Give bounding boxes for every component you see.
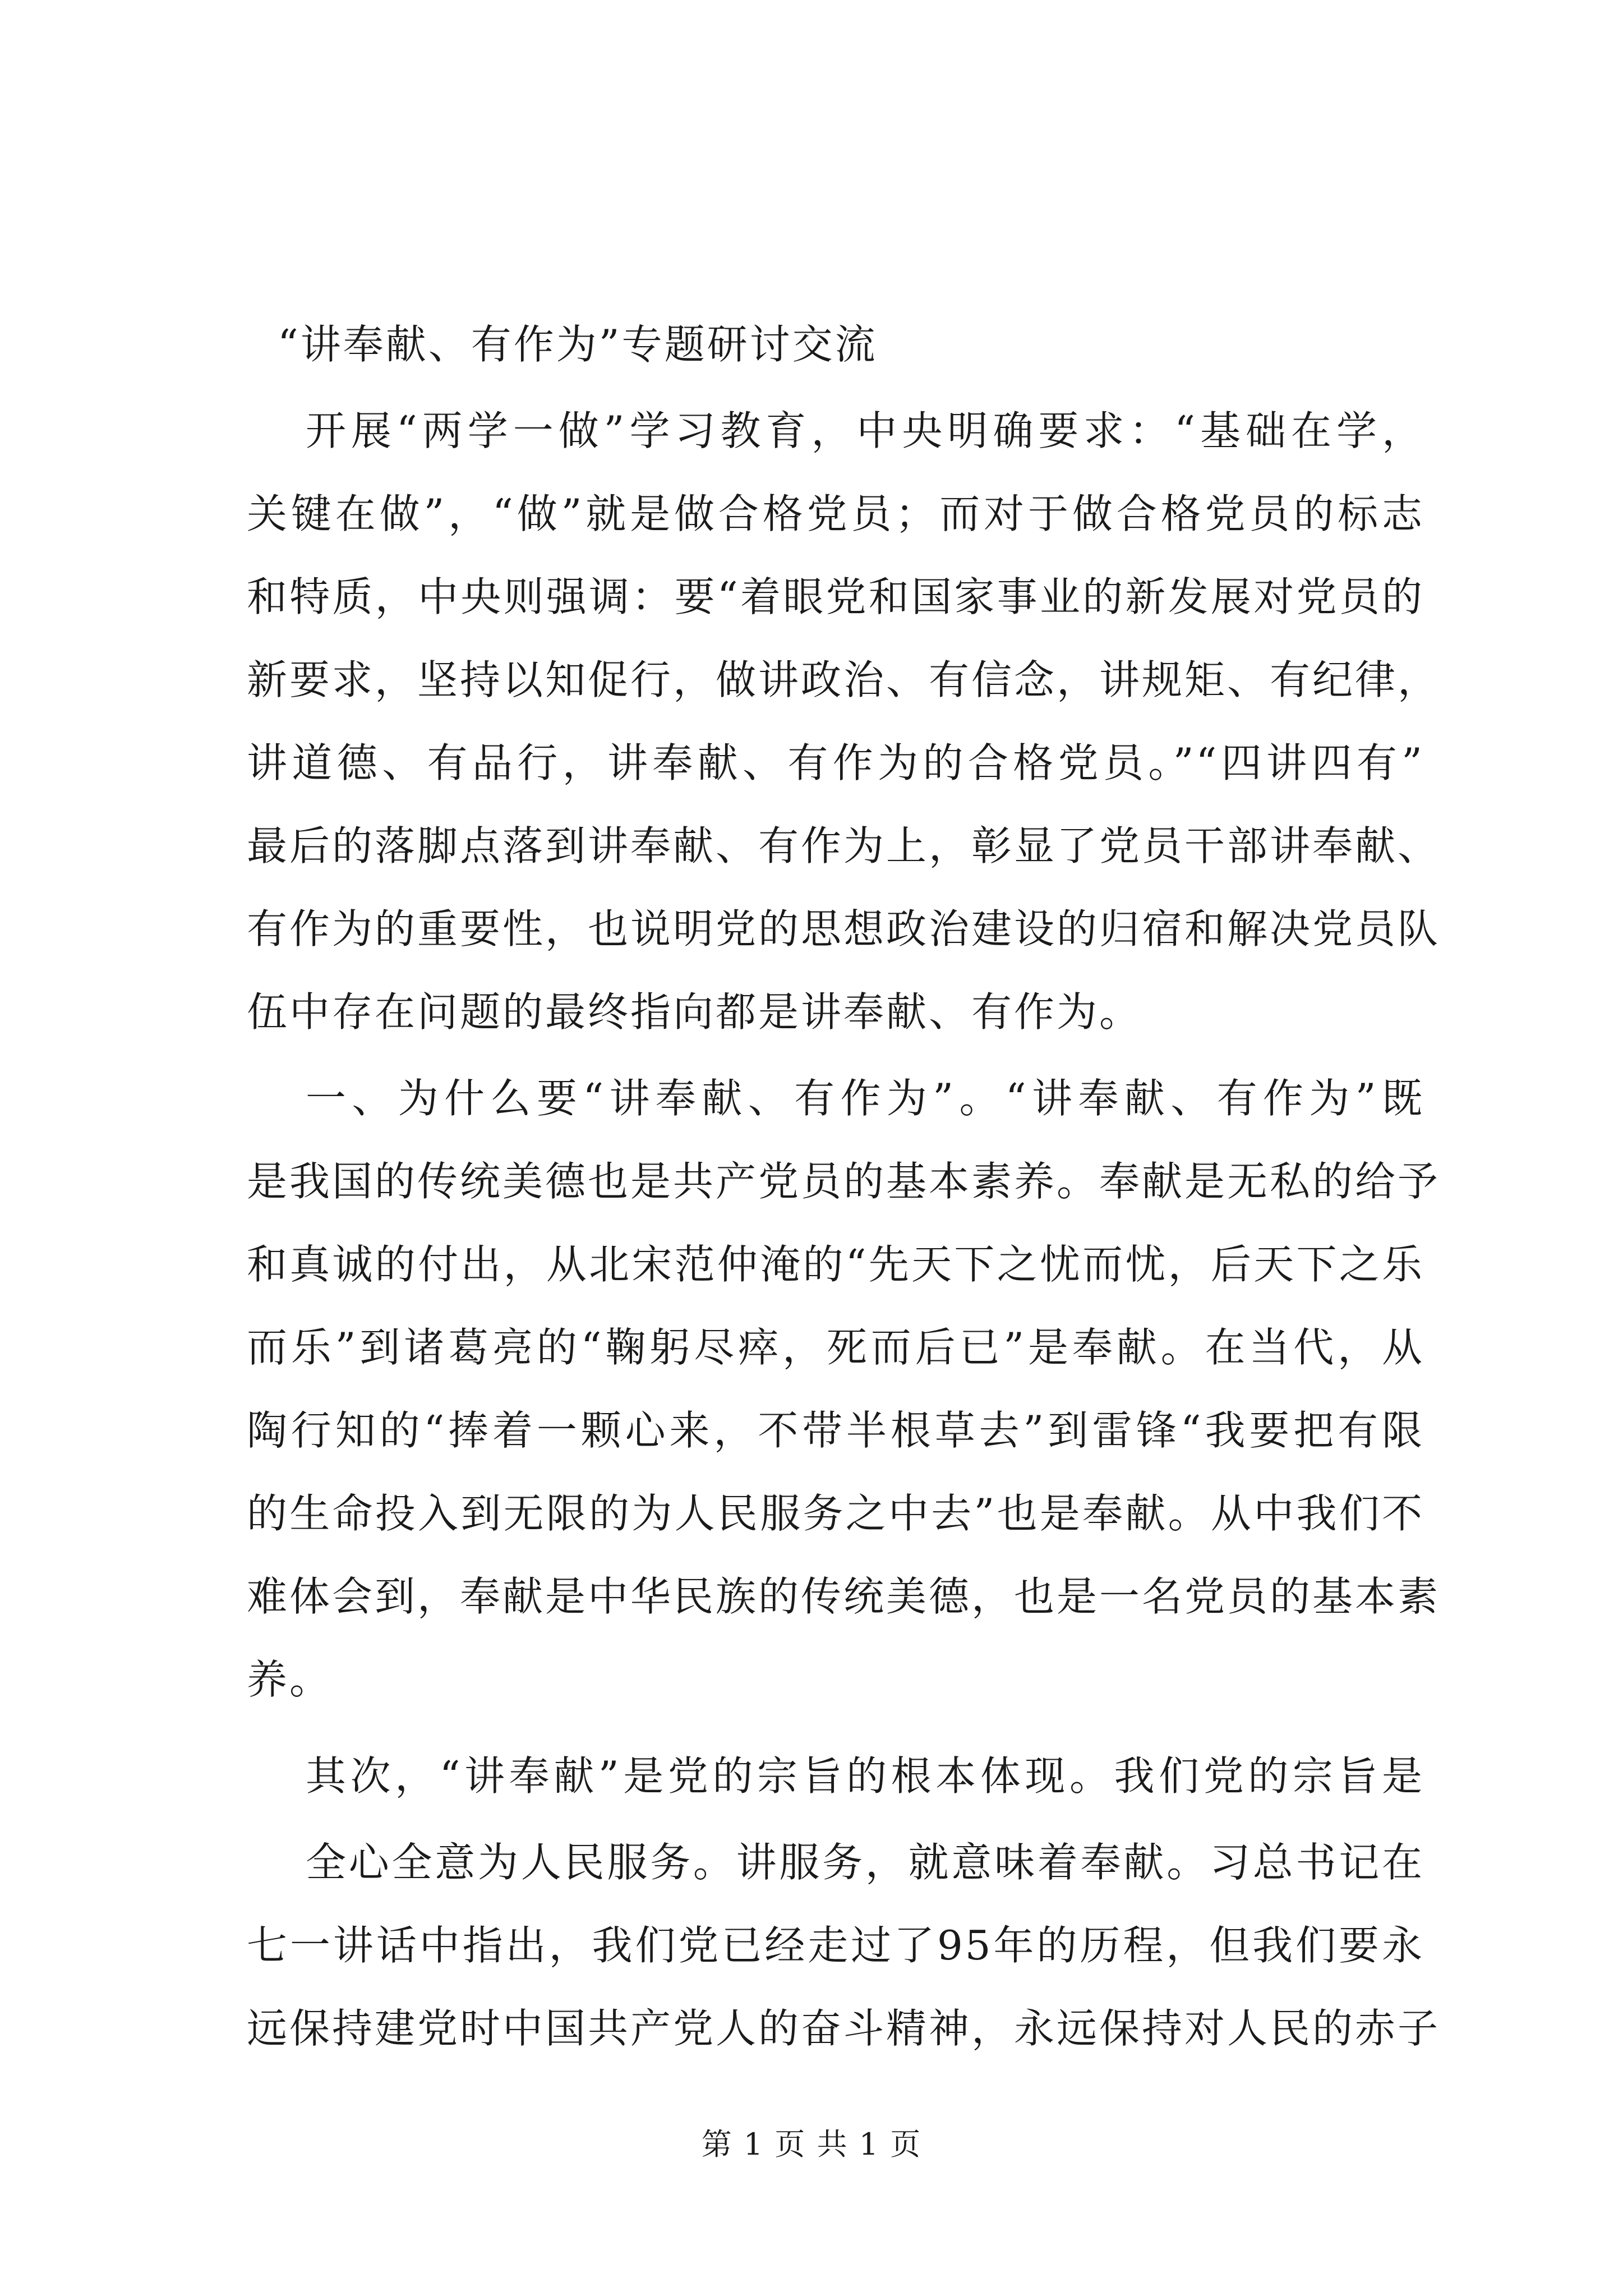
paragraph-2 [247,1057,1441,1721]
paragraph-line: 难体会到，奉献是中华民族的传统美德，也是一名党员的基本素 [247,1573,1441,1620]
paragraph-line: 是我国的传统美德也是共产党员的基本素养。奉献是无私的给予 [247,1158,1441,1205]
page-footer: 第 1 页 共 1 页 [701,2127,922,2162]
paragraph-line: 和真诚的付出，从北宋范仲淹的“先天下之忧而忧，后天下之乐 [247,1241,1424,1288]
paragraph-line: 讲道德、有品行，讲奉献、有作为的合格党员。”“四讲四有” [247,739,1424,786]
paragraph-line: 七一讲话中指出，我们党已经走过了95年的历程，但我们要永 [247,1922,1424,1969]
paragraph-line: 一、为什么要“讲奉献、有作为”。“讲奉献、有作为”既 [306,1075,1424,1122]
paragraph-line: 最后的落脚点落到讲奉献、有作为上，彰显了党员干部讲奉献、 [247,822,1441,869]
paragraph-line: 养。 [247,1656,333,1703]
document-title: “讲奉献、有作为”专题研讨交流 [278,321,878,368]
paragraph-line: 有作为的重要性，也说明党的思想政治建设的归宿和解决党员队 [247,905,1441,953]
paragraph-line: 其次，“讲奉献”是党的宗旨的根本体现。我们党的宗旨是 [306,1752,1424,1800]
paragraph-line: 新要求，坚持以知促行，做讲政治、有信念，讲规矩、有纪律， [247,656,1441,703]
paragraph-line: 开展“两学一做”学习教育，中央明确要求：“基础在学， [306,407,1424,454]
paragraph-1 [247,389,1441,1053]
paragraph-line: 关键在做”，“做”就是做合格党员；而对于做合格党员的标志 [247,490,1424,537]
paragraph-line: 和特质，中央则强调：要“着眼党和国家事业的新发展对党员的 [247,573,1424,620]
paragraph-line: 陶行知的“捧着一颗心来，不带半根草去”到雷锋“我要把有限 [247,1407,1424,1454]
paragraph-3 [247,1734,1424,1818]
paragraph-line: 而乐”到诸葛亮的“鞠躬尽瘁，死而后已”是奉献。在当代，从 [247,1324,1424,1371]
paragraph-line: 全心全意为人民服务。讲服务，就意味着奉献。习总书记在 [306,1839,1424,1886]
paragraph-4 [247,1821,1441,2070]
paragraph-line: 远保持建党时中国共产党人的奋斗精神，永远保持对人民的赤子 [247,2005,1441,2052]
paragraph-line: 伍中存在问题的最终指向都是讲奉献、有作为。 [247,988,1142,1036]
document-body [247,303,1441,2070]
paragraph-line: 的生命投入到无限的为人民服务之中去”也是奉献。从中我们不 [247,1490,1424,1537]
